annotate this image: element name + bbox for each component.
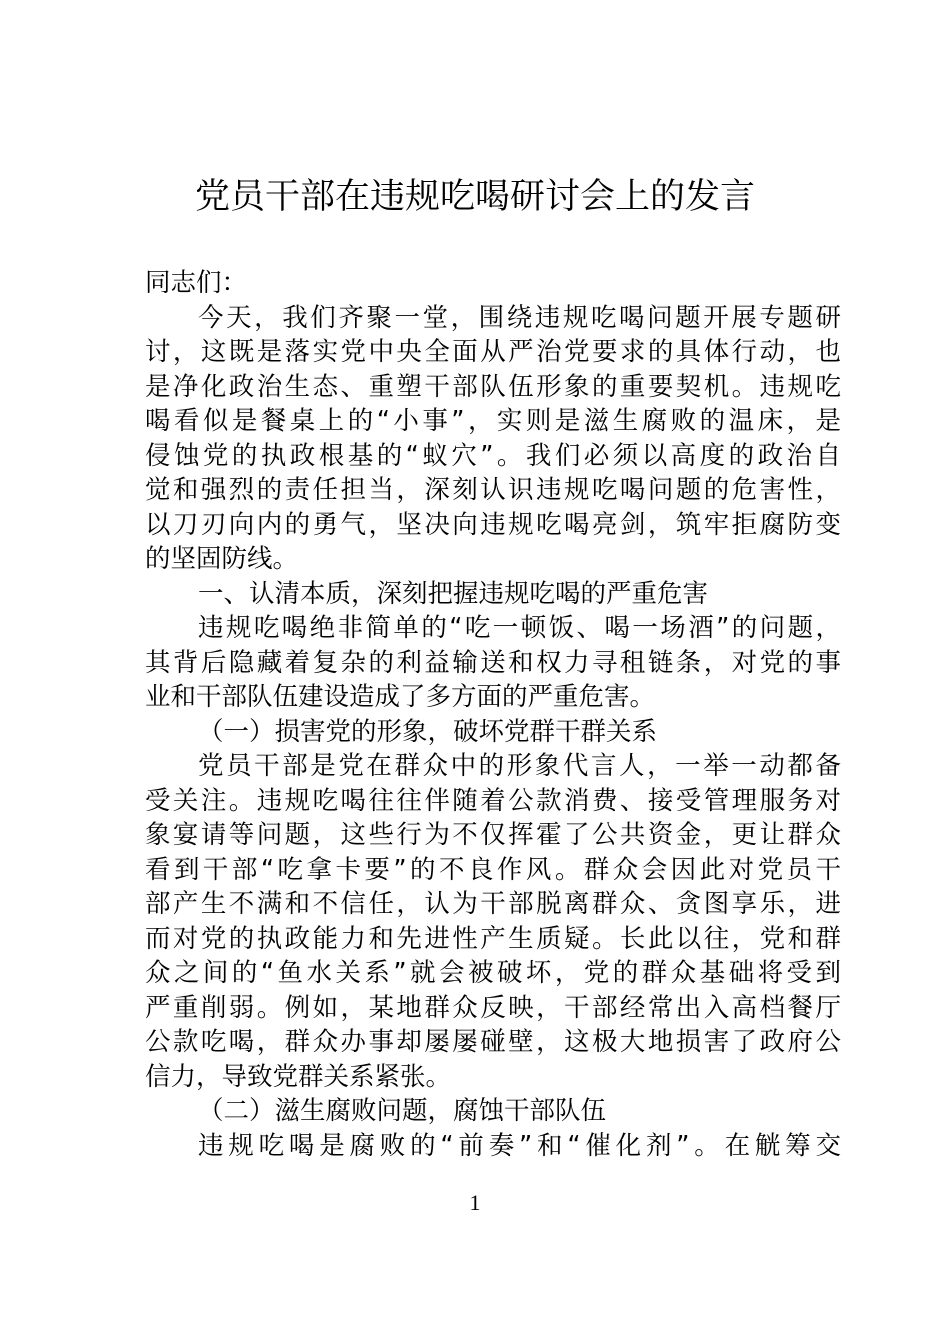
text-line: 看到干部“吃拿卡要”的不良作风。群众会因此对党员干 <box>145 854 841 885</box>
text-line: 觉和强烈的责任担当，深刻认识违规吃喝问题的危害性， <box>145 475 841 505</box>
text-line: 同志们： <box>145 268 248 298</box>
text-line: 党员干部是党在群众中的形象代言人，一举一动都备 <box>198 751 841 781</box>
document-title: 党员干部在违规吃喝研讨会上的发言 <box>194 177 755 217</box>
text-line: 讨，这既是落实党中央全面从严治党要求的具体行动，也 <box>145 337 841 367</box>
text-line: 信力，导致党群关系紧张。 <box>145 1061 452 1092</box>
text-line: 严重削弱。例如，某地群众反映，干部经常出入高档餐厅 <box>145 992 841 1023</box>
text-line: 公款吃喝，群众办事却屡屡碰壁，这极大地损害了政府公 <box>145 1027 841 1057</box>
text-line: 受关注。违规吃喝往往伴随着公款消费、接受管理服务对 <box>145 785 841 816</box>
text-line: （一）损害党的形象，破坏党群干群关系 <box>198 716 658 747</box>
text-line: 其背后隐藏着复杂的利益输送和权力寻租链条，对党的事 <box>145 647 841 678</box>
text-line: 而对党的执政能力和先进性产生质疑。长此以往，党和群 <box>145 923 841 954</box>
text-line: 象宴请等问题，这些行为不仅挥霍了公共资金，更让群众 <box>145 820 841 850</box>
text-line: （二）滋生腐败问题，腐蚀干部队伍 <box>198 1096 607 1126</box>
text-line: 一、认清本质，深刻把握违规吃喝的严重危害 <box>198 578 709 609</box>
page-number: 1 <box>469 1190 481 1215</box>
text-line: 侵蚀党的执政根基的“蚁穴”。我们必须以高度的政治自 <box>145 440 841 471</box>
text-line: 以刀刃向内的勇气，坚决向违规吃喝亮剑，筑牢拒腐防变 <box>145 509 841 540</box>
document-body <box>145 266 841 1163</box>
text-line: 违规吃喝绝非简单的“吃一顿饭、喝一场酒”的问题， <box>198 613 841 643</box>
text-line: 违规吃喝是腐败的“前奏”和“催化剂”。在觥筹交 <box>198 1130 841 1161</box>
text-line: 是净化政治生态、重塑干部队伍形象的重要契机。违规吃 <box>145 371 841 402</box>
text-line: 业和干部队伍建设造成了多方面的严重危害。 <box>145 682 656 712</box>
text-line: 众之间的“鱼水关系”就会被破坏，党的群众基础将受到 <box>145 958 841 988</box>
text-line: 部产生不满和不信任，认为干部脱离群众、贪图享乐，进 <box>145 889 841 919</box>
text-line: 的坚固防线。 <box>145 544 299 574</box>
text-line: 今天，我们齐聚一堂，围绕违规吃喝问题开展专题研 <box>198 302 841 333</box>
text-line: 喝看似是餐桌上的“小事”，实则是滋生腐败的温床，是 <box>145 406 841 436</box>
